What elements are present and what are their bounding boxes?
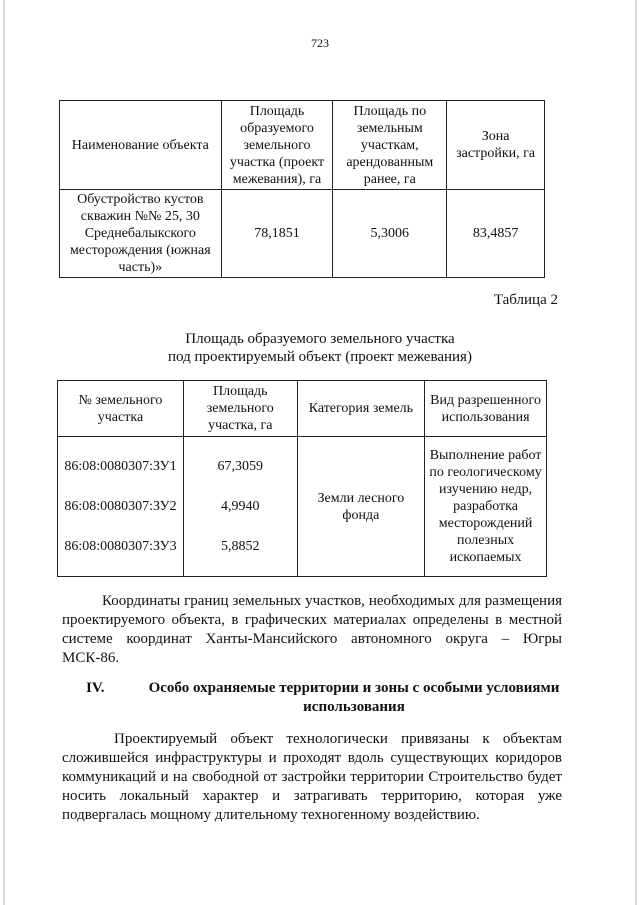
section-title: Особо охраняемые территории и зоны с особыми условиями использования [148, 680, 560, 715]
caption-line-1: Площадь образуемого земельного участка [185, 331, 455, 347]
header-object-name: Наименование объекта [60, 101, 222, 190]
parcel-area: 67,3059 [217, 459, 264, 474]
cell-object-name: Обустройство кустов скважин №№ 25, 30 Среднебалыкского месторождения (южная часть)» [60, 190, 222, 278]
scan-edge-right [635, 0, 637, 905]
section-heading [62, 679, 562, 717]
parcel-number: 86:08:0080307:ЗУ2 [64, 499, 177, 514]
caption-line-2: под проектируемый объект (проект межевания) [168, 349, 472, 365]
parcel-number: 86:08:0080307:ЗУ1 [64, 459, 177, 474]
infrastructure-paragraph: Проектируемый объект технологически привязаны к объектам сложившейся инфраструктуры и проходят вдоль существующих коридоров коммуникаций и на свободной от застройки территории Строительство будет носить локальный характер и затрагивать территорию, которая уже подвергалась мощному длительному техногенному воздействию. [62, 731, 562, 823]
object-area-table [59, 100, 545, 278]
cell-formed-area: 78,1851 [221, 190, 333, 278]
header-formed-area: Площадь образуемого земельного участка (проект межевания), га [221, 101, 333, 190]
parcel-area: 4,9940 [221, 499, 260, 514]
table-2-caption [0, 330, 640, 366]
cell-parcel-areas [183, 437, 297, 577]
page-number: 723 [311, 36, 329, 50]
coordinates-paragraph: Координаты границ земельных участков, необходимых для размещения проектируемого объекта, в графических материалах определены в местной системе координат Ханты-Мансийского автономного округа – Югры МСК-86. [62, 593, 562, 666]
header-usage-type: Вид разрешенного использования [425, 381, 547, 437]
header-build-zone: Зона застройки, га [447, 101, 545, 190]
cell-leased-area: 5,3006 [333, 190, 447, 278]
cell-land-category: Земли лесного фонда [297, 437, 425, 577]
cell-build-zone: 83,4857 [447, 190, 545, 278]
header-land-category: Категория земель [297, 381, 425, 437]
parcel-area: 5,8852 [221, 539, 260, 554]
section-number: IV. [86, 680, 105, 696]
header-parcel-area: Площадь земельного участка, га [183, 381, 297, 437]
parcel-table [57, 380, 547, 577]
cell-parcel-numbers [58, 437, 184, 577]
cell-usage-type: Выполнение работ по геологическому изучению недр, разработка месторождений полезных ископаемых [425, 437, 547, 577]
header-parcel-number: № земельного участка [58, 381, 184, 437]
table-2-label: Таблица 2 [493, 292, 558, 308]
header-leased-area: Площадь по земельным участкам, арендованным ранее, га [333, 101, 447, 190]
scan-edge-left [3, 0, 5, 905]
table-row [60, 190, 545, 278]
table-row [58, 437, 547, 577]
parcel-number: 86:08:0080307:ЗУ3 [64, 539, 177, 554]
